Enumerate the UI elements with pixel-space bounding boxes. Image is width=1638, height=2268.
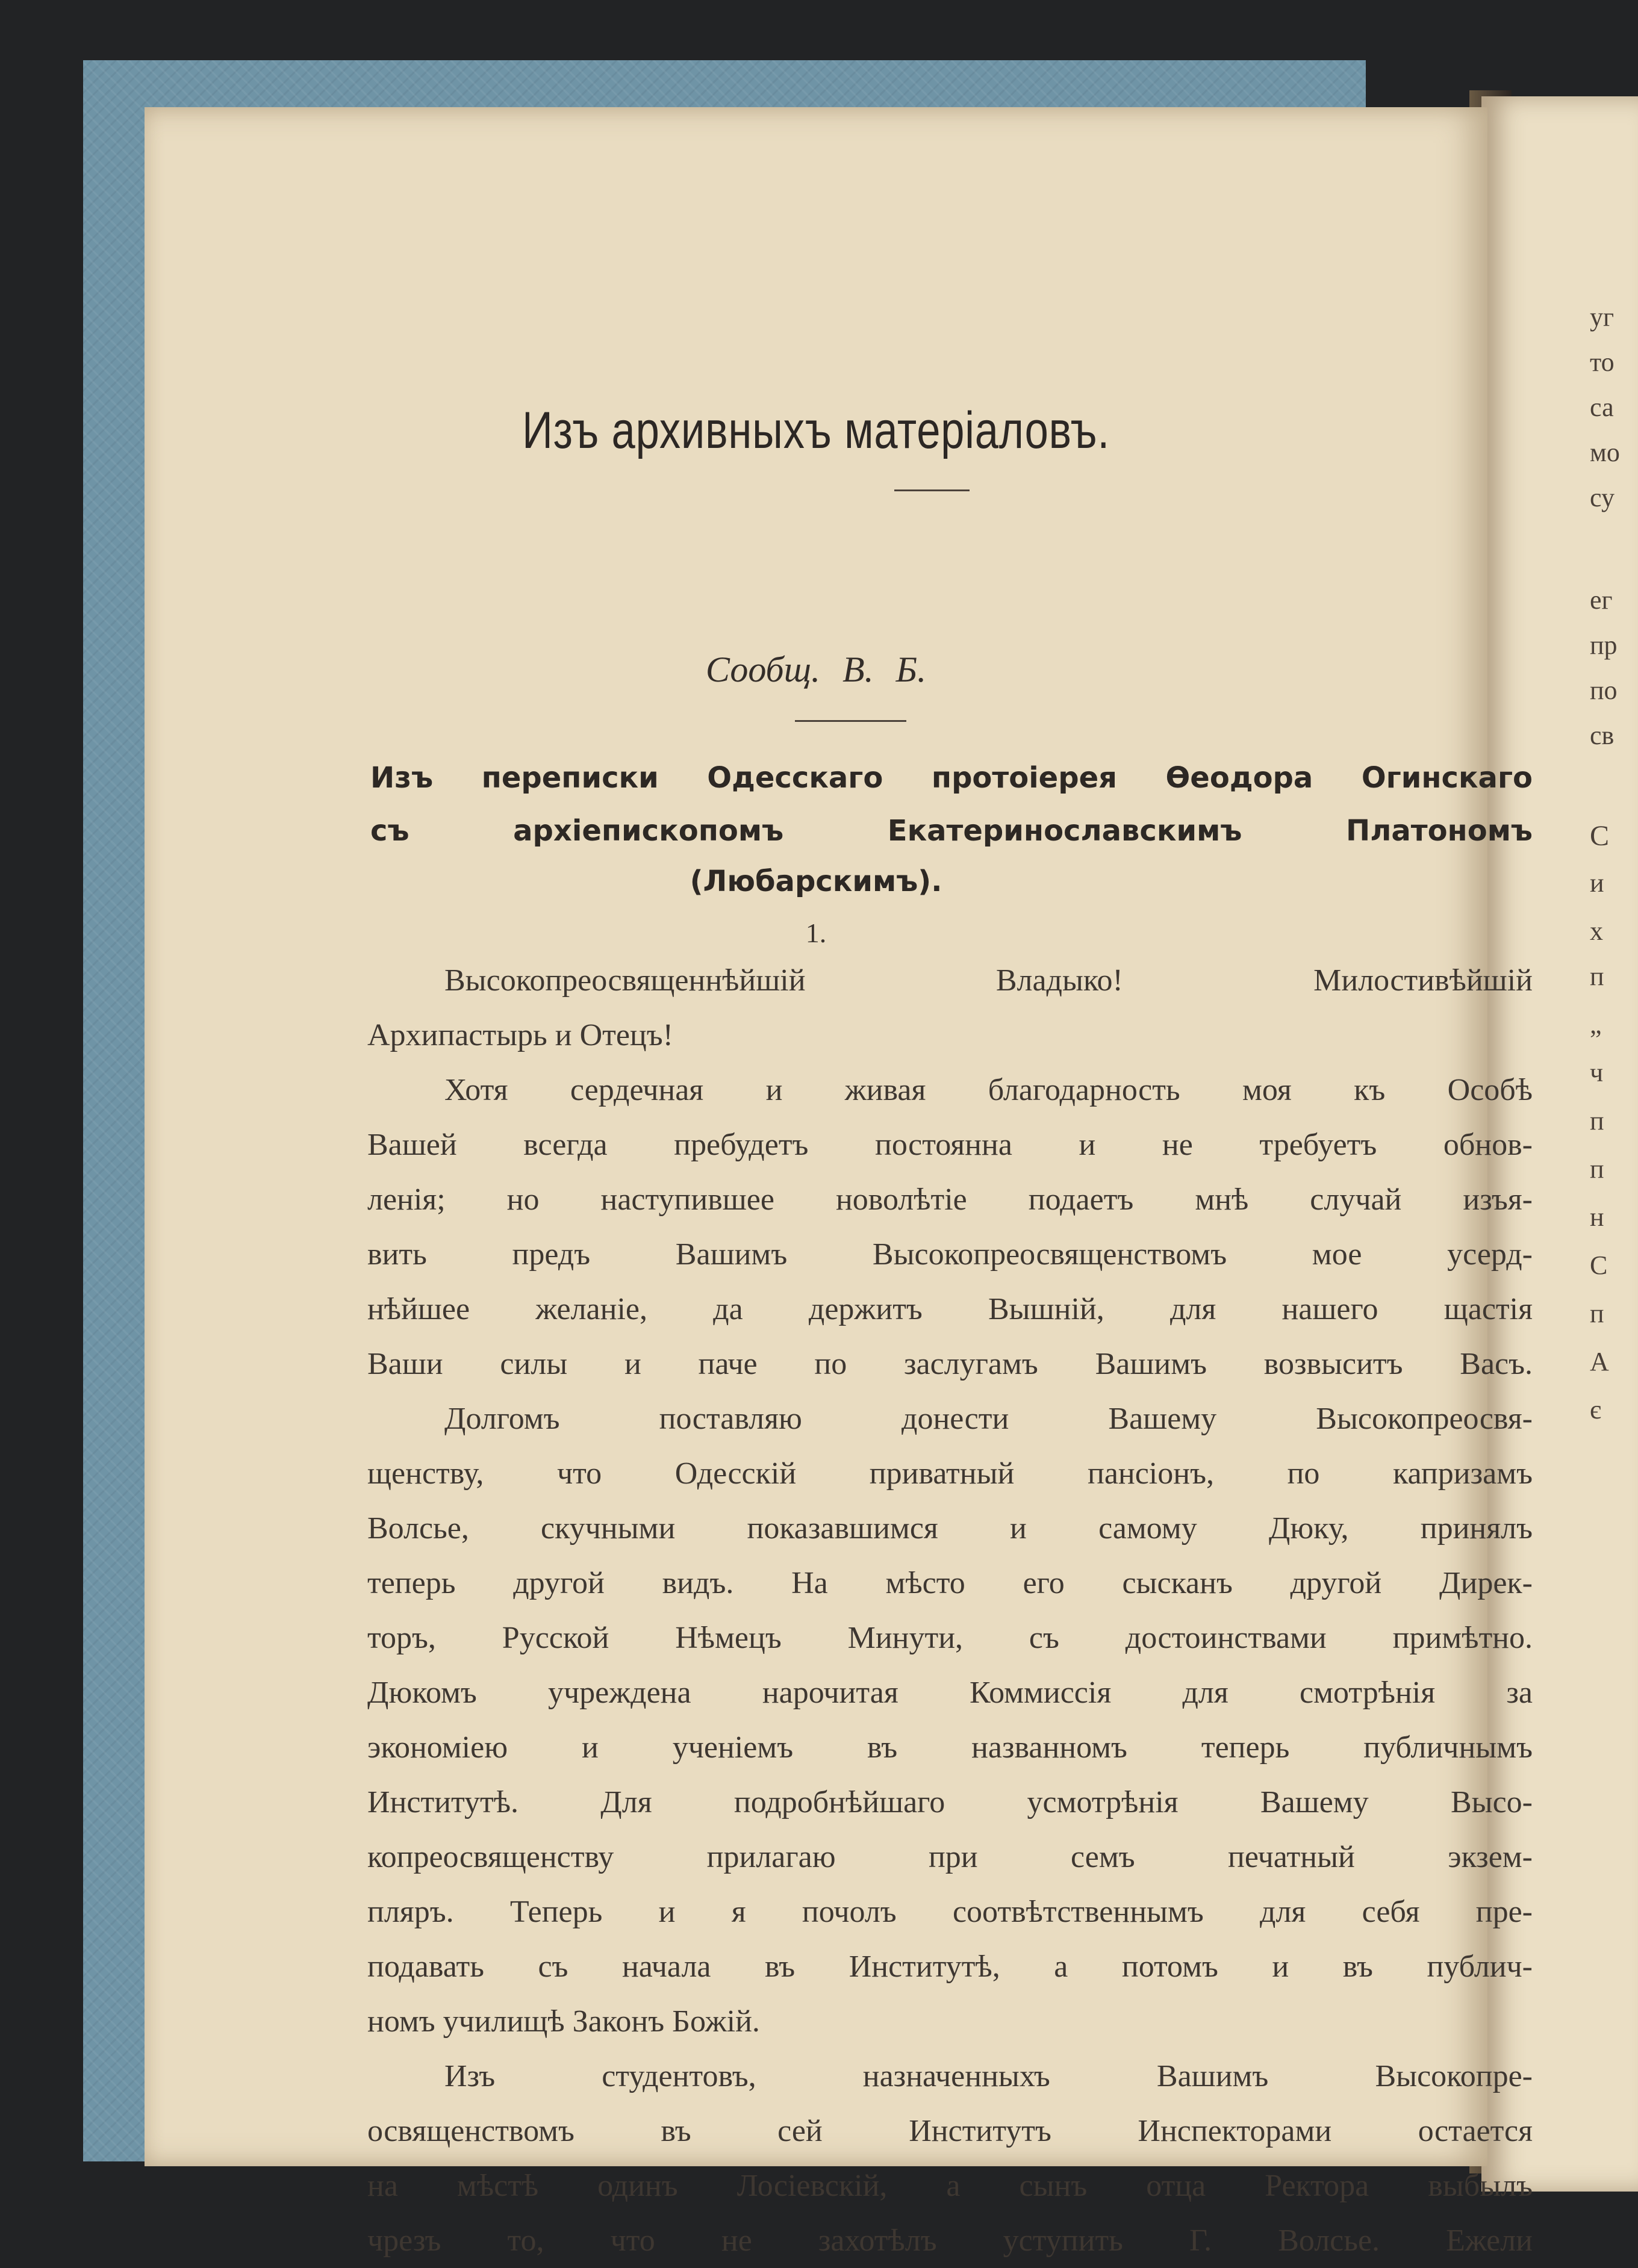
body-line: Высокопреосвященнѣйшій Владыко! Милостивѣйшій: [444, 963, 1533, 998]
body-line: пляръ. Теперь и я почолъ соотвѣтственнымъ для себя пре-: [367, 1895, 1533, 1929]
body-line: Ваши силы и паче по заслугамъ Вашимъ возвыситъ Васъ.: [367, 1347, 1533, 1381]
right-page-fragment: по: [1590, 676, 1618, 705]
body-line: Вашей всегда пребудетъ постоянна и не требуетъ обнов-: [367, 1128, 1533, 1162]
byline-rule: [795, 720, 906, 722]
left-page: [145, 107, 1533, 2258]
right-page-fragment: св: [1590, 721, 1615, 750]
article-title: Изъ архивныхъ матеріаловъ.: [522, 402, 1110, 459]
spacer: [795, 613, 796, 614]
title-rule: [894, 489, 970, 491]
right-page-fragment: А: [1590, 1347, 1609, 1376]
body-line: торъ, Русской Нѣмецъ Минути, съ достоинствами примѣтно.: [367, 1621, 1533, 1655]
right-page-fragment: су: [1590, 483, 1615, 512]
body-line: вить предъ Вашимъ Высокопреосвященствомъ мое усерд-: [367, 1237, 1533, 1272]
body-line: Институтѣ. Для подробнѣйшаго усмотрѣнія Вашему Высо-: [367, 1785, 1533, 1819]
right-page-fragment: п: [1590, 1106, 1604, 1136]
body-line: копреосвященству прилагаю при семъ печатный экзем-: [367, 1840, 1533, 1874]
right-page-fragment: пр: [1590, 630, 1618, 660]
body-line: Долгомъ поставляю донести Вашему Высокопреосвя-: [444, 1402, 1533, 1436]
body-line: теперь другой видъ. На мѣсто его сысканъ другой Дирек-: [367, 1566, 1533, 1600]
right-page-fragment: ч: [1590, 1058, 1604, 1087]
right-page-fragment: С: [1590, 1251, 1608, 1280]
body-line: ленія; но наступившее новолѣтіе подаетъ мнѣ случай изъя-: [367, 1182, 1533, 1217]
heading-line: Изъ переписки Одесскаго протоіерея Өеодора Огинскаго: [370, 761, 1533, 795]
body-line: чрезъ то, что не захотѣлъ уступить Г. Волсье. Ежели: [367, 2223, 1533, 2258]
body-line: подавать съ начала въ Институтѣ, а потомъ и въ публич-: [367, 1950, 1533, 1984]
section-number: 1.: [805, 918, 827, 948]
right-page-fragment: п: [1590, 1299, 1604, 1328]
right-page-fragment: С: [1590, 820, 1610, 852]
right-page-fragment: са: [1590, 393, 1614, 422]
right-page-fragment: и: [1590, 868, 1604, 898]
right-page-fragment: є: [1590, 1395, 1601, 1424]
right-page-fragment: п: [1590, 1154, 1604, 1184]
body-line: Дюкомъ учреждена нарочитая Коммиссія для смотрѣнія за: [367, 1676, 1533, 1710]
heading-line: съ архіепископомъ Екатеринославскимъ Платономъ: [370, 814, 1533, 848]
body-line: освященствомъ въ сей Институтъ Инспекторами остается: [367, 2114, 1533, 2148]
right-page-fragment: то: [1590, 347, 1615, 377]
body-line: Изъ студентовъ, назначенныхъ Вашимъ Высокопре-: [444, 2059, 1533, 2093]
body-line: щенству, что Одесскій приватный пансіонъ, по капризамъ: [367, 1456, 1533, 1491]
right-page-fragment: „: [1590, 1010, 1602, 1039]
right-page-fragment: п: [1590, 962, 1604, 991]
body-line: Хотя сердечная и живая благодарность моя къ Особѣ: [444, 1073, 1533, 1107]
body-line: Архипастырь и Отецъ!: [367, 1018, 673, 1052]
heading-line: (Любарскимъ).: [690, 865, 942, 898]
body-line: нѣйшее желаніе, да держитъ Вышній, для нашего щастія: [367, 1292, 1533, 1326]
body-line: экономіею и ученіемъ въ названномъ теперь публичнымъ: [367, 1730, 1533, 1765]
body-line: на мѣстѣ одинъ Лосіевскій, а сынъ отца Ректора выбылъ: [367, 2169, 1533, 2203]
right-page-fragment: х: [1590, 916, 1603, 946]
byline: Сообщ. В. Б.: [705, 650, 927, 689]
body-line: номъ училищѣ Законъ Божій.: [367, 2004, 760, 2039]
right-page-fragment: уг: [1590, 302, 1615, 332]
right-page-fragment: мо: [1590, 438, 1620, 467]
body-line: Волсье, скучными показавшимся и самому Дюку, принялъ: [367, 1511, 1533, 1546]
right-page-fragment: н: [1590, 1202, 1604, 1232]
right-page-fragment: ег: [1590, 585, 1613, 615]
